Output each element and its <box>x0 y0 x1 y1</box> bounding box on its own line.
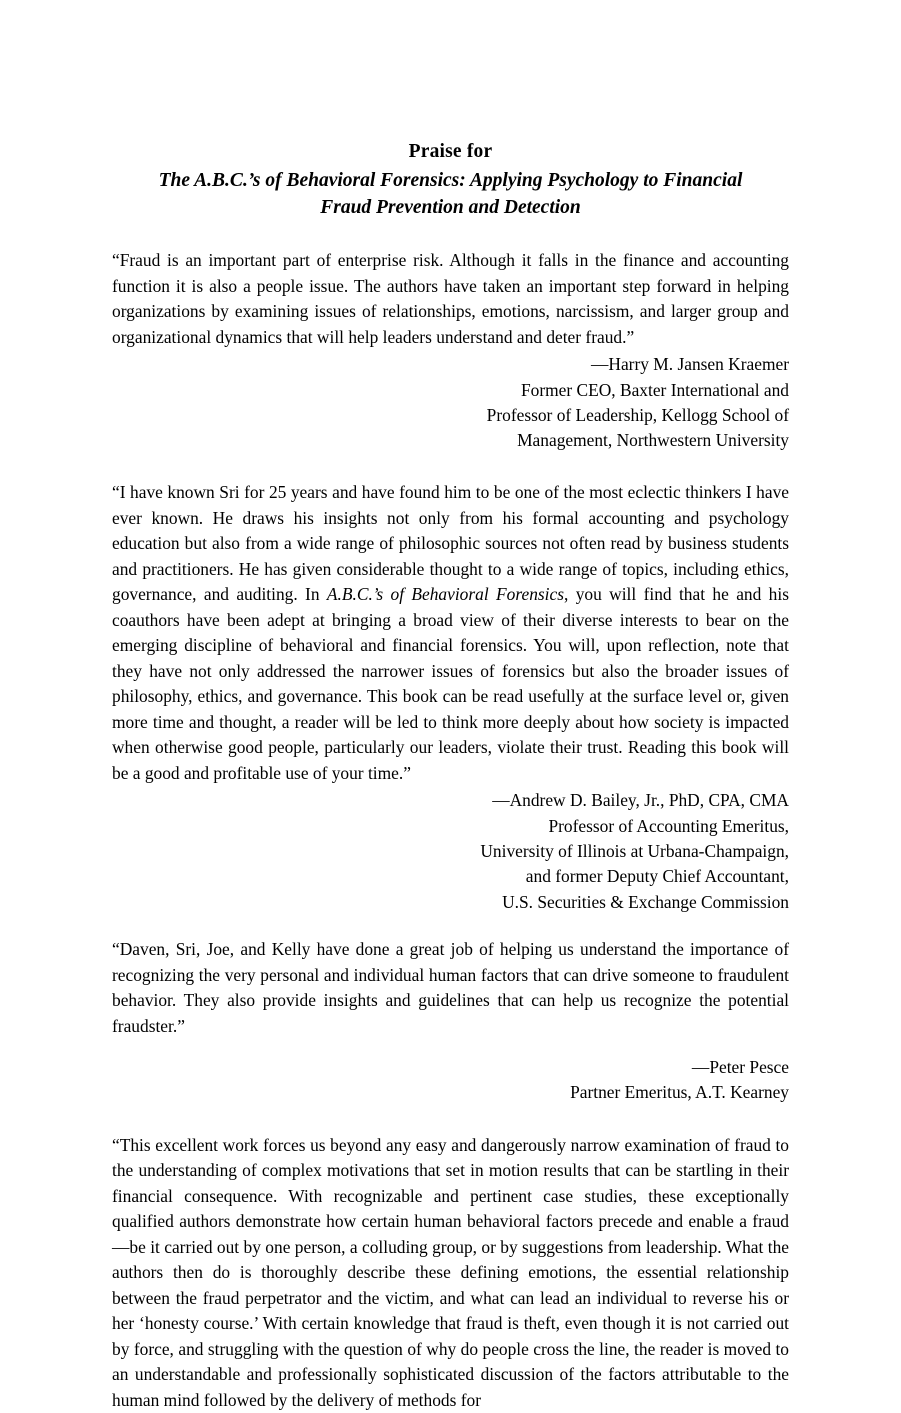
testimonial-attribution <box>112 352 789 453</box>
testimonial-3 <box>112 937 789 1106</box>
spacer <box>112 453 789 480</box>
spacer <box>112 1039 789 1053</box>
testimonial-2 <box>112 480 789 915</box>
testimonial-attribution <box>112 788 789 915</box>
testimonial-quote: “Daven, Sri, Joe, and Kelly have done a great job of helping us understand the importance of recognizing the very personal and individual human factors that can drive someone to fraudulent behavior. They also provide insights and guidelines that can help us recognize the potential fraudster.” <box>112 939 789 1036</box>
attribution-line: —Andrew D. Bailey, Jr., PhD, CPA, CMA <box>492 790 789 811</box>
book-title-line-2: Fraud Prevention and Detection <box>320 197 581 219</box>
quote-text-part-2: , you will find that he and his coauthors have been adept at bringing a broad view of their diverse interests to bear on the emerging discipline of behavioral and financial forensics. You will, upon reflection, note that they have not only addressed the narrower issues of forensics but also the broader issues of philosophy, ethics, and governance. This book can be read usefully at the surface level or, given more time and thought, a reader will be led to think more deeply about how society is impacted when otherwise good people, particularly our leaders, violate their trust. Reading this book will be a good and profitable use of your time.” <box>112 584 789 783</box>
attribution-line: and former Deputy Chief Accountant, <box>525 866 789 887</box>
spacer <box>112 915 789 937</box>
testimonial-4 <box>112 1133 789 1413</box>
testimonial-quote <box>112 480 789 786</box>
attribution-line: Partner Emeritus, A.T. Kearney <box>570 1082 789 1103</box>
testimonial-quote: “This excellent work forces us beyond any easy and dangerously narrow examination of fraud to the understanding of complex motivations that set in motion results that can be startling in their financial consequence. With recognizable and pertinent case studies, these exceptionally qualified authors demonstrate how certain human behavioral factors precede and enable a fraud—be it carried out by one person, a colluding group, or by suggestions from leadership. What the authors then do is thoroughly describe these defining emotions, the essential relationship between the fraud perpetrator and the victim, and what can lead an individual to reverse his or her ‘honesty course.’ With certain knowledge that fraud is theft, even though it is not carried out by force, and struggling with the question of why do people cross the line, the reader is moved to an understandable and professionally sophisticated discussion of the factors attributable to the human mind followed by the delivery of methods for <box>112 1134 789 1410</box>
attribution-line: University of Illinois at Urbana-Champaign, <box>480 841 789 862</box>
attribution-line: Management, Northwestern University <box>517 430 789 451</box>
attribution-line: Professor of Accounting Emeritus, <box>548 815 789 836</box>
attribution-line: —Harry M. Jansen Kraemer <box>591 354 789 375</box>
testimonial-1 <box>112 248 789 453</box>
attribution-line: Former CEO, Baxter International and <box>520 379 789 400</box>
attribution-line: —Peter Pesce <box>691 1057 789 1077</box>
book-title-line-1: The A.B.C.’s of Behavioral Forensics: Applying Psychology to Financial <box>158 170 743 192</box>
attribution-line: Professor of Leadership, Kellogg School of <box>486 404 789 425</box>
quote-text-part-1: “I have known Sri for 25 years and have found him to be one of the most eclectic thinkers I have ever known. He draws his insights not only from his formal accounting and psychology education but also from a wide range of philosophic sources not often read by business students and practitioners. He has given considerable thought to a wide range of topics, including ethics, governance, and auditing. In <box>112 482 789 605</box>
attribution-line: U.S. Securities & Exchange Commission <box>502 891 789 912</box>
page-heading <box>112 140 789 222</box>
quote-italic-title: A.B.C.’s of Behavioral Forensics <box>326 584 564 605</box>
testimonial-attribution <box>112 1055 789 1106</box>
spacer <box>112 1106 789 1133</box>
testimonial-quote: “Fraud is an important part of enterprise risk. Although it falls in the finance and accounting function it is also a people issue. The authors have taken an important step forward in helping organizations by examining issues of relationships, emotions, narcissism, and larger group and organizational dynamics that will help leaders understand and deter fraud.” <box>112 250 789 347</box>
praise-for-title: Praise for <box>408 141 493 162</box>
